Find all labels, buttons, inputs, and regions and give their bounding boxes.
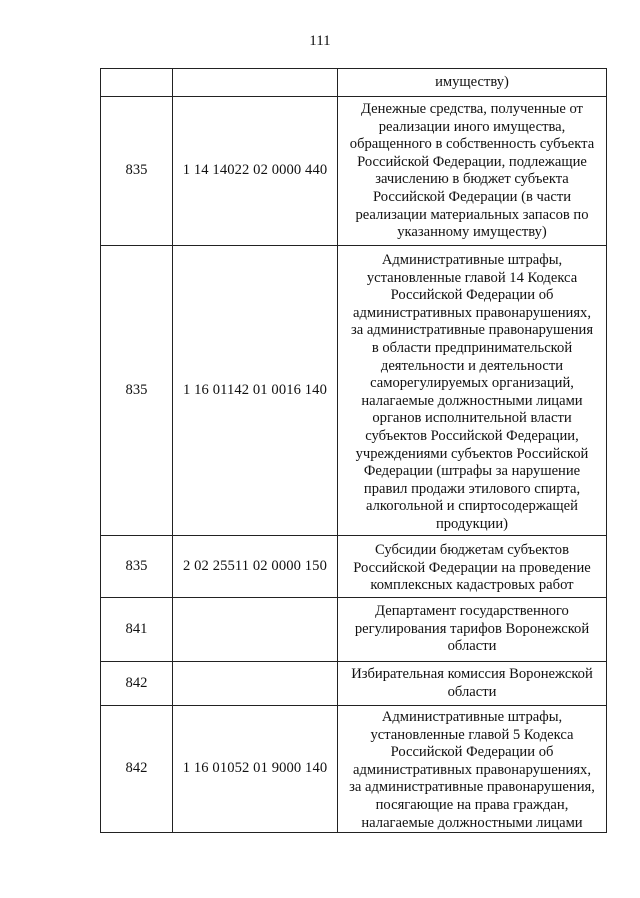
revenue-name-line: установленные главой 14 Кодекса bbox=[366, 269, 578, 286]
revenue-name-line: указанному имуществу) bbox=[397, 224, 547, 241]
revenue-name-line: учреждениями субъектов Российской bbox=[355, 445, 589, 462]
revenue-name-line: области bbox=[447, 683, 497, 700]
table-row bbox=[101, 69, 607, 97]
admin-code-cell: 835 bbox=[101, 536, 173, 598]
revenue-name-line: Российской Федерации (в части bbox=[372, 188, 572, 205]
revenue-name-line: Административные штрафы, bbox=[381, 252, 563, 268]
revenue-name-cell bbox=[338, 662, 607, 706]
revenue-name-line: Российской Федерации на проведение bbox=[353, 559, 591, 576]
revenue-name-line: Российской Федерации об bbox=[390, 287, 554, 304]
page-number: 111 bbox=[309, 33, 331, 49]
revenue-name-line: Департамент государственного bbox=[375, 603, 569, 619]
revenue-name-line: Избирательная комиссия Воронежской bbox=[351, 666, 593, 682]
revenue-name-cell bbox=[338, 97, 607, 246]
admin-code-cell: 835 bbox=[101, 246, 173, 536]
revenue-name-cell bbox=[338, 69, 607, 97]
budget-classification-code-cell: 2 02 25511 02 0000 150 bbox=[173, 536, 338, 598]
revenue-name-line: административных правонарушениях, bbox=[353, 761, 591, 778]
revenue-name-line: Федерации (штрафы за нарушение bbox=[363, 463, 581, 480]
table-body bbox=[101, 69, 607, 833]
table-row bbox=[101, 662, 607, 706]
admin-code-cell: 841 bbox=[101, 598, 173, 662]
revenue-name-line: Денежные средства, полученные от bbox=[361, 101, 583, 117]
revenue-name-line: реализации материальных запасов по bbox=[355, 206, 589, 223]
table-row bbox=[101, 246, 607, 536]
revenue-name-line: административных правонарушениях, bbox=[353, 304, 591, 321]
revenue-name-line: реализации иного имущества, bbox=[378, 118, 566, 135]
table-row bbox=[101, 598, 607, 662]
revenue-name-line: комплексных кадастровых работ bbox=[370, 577, 574, 594]
revenue-name-line: Субсидии бюджетам субъектов bbox=[375, 542, 569, 558]
admin-code-cell bbox=[101, 69, 173, 97]
revenue-name-line: в области предпринимательской bbox=[371, 339, 573, 356]
revenue-name-line: алкогольной и спиртосодержащей bbox=[366, 498, 578, 515]
revenue-name-line: налагаемые должностными лицами bbox=[361, 392, 583, 409]
revenue-name-line: саморегулируемых организаций, bbox=[370, 375, 574, 392]
revenue-name-cell bbox=[338, 706, 607, 833]
revenue-name-line: установленные главой 5 Кодекса bbox=[370, 726, 574, 743]
revenue-name-line: деятельности и деятельности bbox=[380, 357, 564, 374]
budget-classification-code-cell bbox=[173, 69, 338, 97]
budget-classification-code-cell: 1 16 01052 01 9000 140 bbox=[173, 706, 338, 833]
revenue-name-line: налагаемые должностными лицами bbox=[361, 814, 583, 831]
table-row bbox=[101, 536, 607, 598]
budget-classification-code-cell: 1 14 14022 02 0000 440 bbox=[173, 97, 338, 246]
revenue-name-line: зачислению в бюджет субъекта bbox=[375, 171, 569, 188]
revenue-name-cell bbox=[338, 598, 607, 662]
revenue-name-line: правил продажи этилового спирта, bbox=[363, 480, 581, 497]
revenue-name-cell bbox=[338, 246, 607, 536]
revenue-name-line: субъектов Российской Федерации, bbox=[365, 427, 579, 444]
budget-classification-code-cell: 1 16 01142 01 0016 140 bbox=[173, 246, 338, 536]
table-row bbox=[101, 97, 607, 246]
budget-classification-code-cell bbox=[173, 598, 338, 662]
admin-code-cell: 842 bbox=[101, 662, 173, 706]
admin-code-cell: 835 bbox=[101, 97, 173, 246]
revenue-name-line: за административные правонарушения bbox=[350, 322, 594, 339]
revenue-codes-table bbox=[100, 68, 607, 833]
admin-code-cell: 842 bbox=[101, 706, 173, 833]
revenue-name-line: Административные штрафы, bbox=[381, 709, 563, 725]
table-row bbox=[101, 706, 607, 833]
revenue-name-line: имуществу) bbox=[435, 74, 509, 90]
revenue-name-line: посягающие на права граждан, bbox=[375, 796, 569, 813]
revenue-name-line: органов исполнительной власти bbox=[372, 410, 572, 427]
revenue-name-line: обращенного в собственность субъекта bbox=[349, 136, 595, 153]
revenue-name-cell bbox=[338, 536, 607, 598]
revenue-name-line: области bbox=[447, 638, 497, 655]
revenue-name-line: продукции) bbox=[435, 515, 509, 532]
revenue-name-line: Российской Федерации, подлежащие bbox=[357, 153, 587, 170]
budget-classification-code-cell bbox=[173, 662, 338, 706]
revenue-name-line: Российской Федерации об bbox=[390, 744, 554, 761]
revenue-name-line: регулирования тарифов Воронежской bbox=[354, 620, 590, 637]
revenue-name-line: за административные правонарушения, bbox=[349, 779, 595, 796]
